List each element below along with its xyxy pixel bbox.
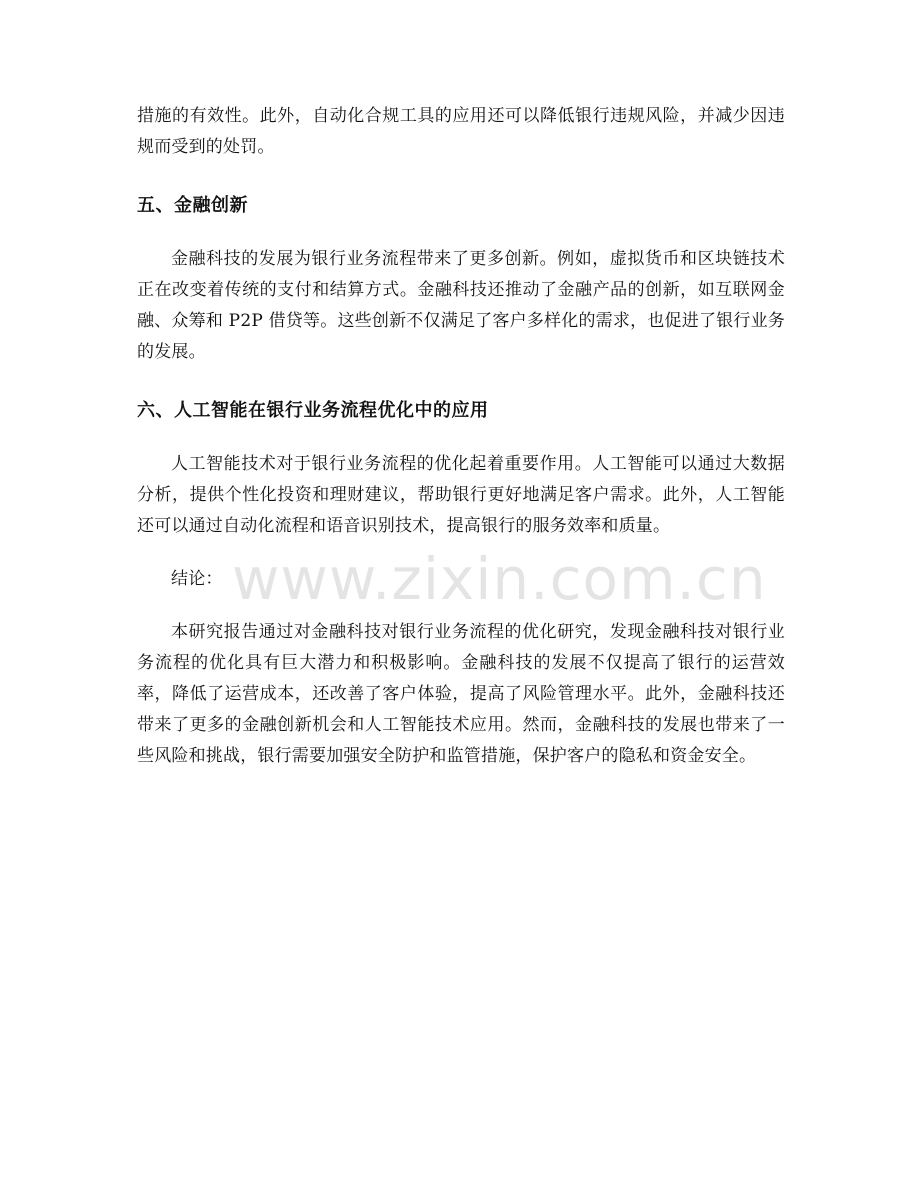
section-heading-ai-application: 六、人工智能在银行业务流程优化中的应用	[137, 400, 489, 421]
watermark-text: www.zixin.com.cn	[232, 545, 767, 613]
section-heading-financial-innovation: 五、金融创新	[137, 195, 248, 216]
conclusion-label: 结论：	[171, 569, 223, 589]
intro-paragraph: 措施的有效性。此外，自动化合规工具的应用还可以降低银行违规风险，并减少因违规而受到的处罚。	[137, 106, 785, 157]
document-body	[137, 101, 785, 772]
financial-innovation-paragraph: 金融科技的发展为银行业务流程带来了更多创新。例如，虚拟货币和区块链技术正在改变着传统的支付和结算方式。金融科技还推动了金融产品的创新，如互联网金融、众筹和 P2P 借贷等。这些创新不仅满足了客户多样化的需求，也促进了银行业务的发展。	[137, 249, 785, 362]
ai-application-paragraph: 人工智能技术对于银行业务流程的优化起着重要作用。人工智能可以通过大数据分析，提供个性化投资和理财建议，帮助银行更好地满足客户需求。此外，人工智能还可以通过自动化流程和语音识别技术，提高银行的服务效率和质量。	[137, 454, 785, 536]
conclusion-paragraph: 本研究报告通过对金融科技对银行业务流程的优化研究，发现金融科技对银行业务流程的优化具有巨大潜力和积极影响。金融科技的发展不仅提高了银行的运营效率，降低了运营成本，还改善了客户体验，提高了风险管理水平。此外，金融科技还带来了更多的金融创新机会和人工智能技术应用。然而，金融科技的发展也带来了一些风险和挑战，银行需要加强安全防护和监管措施，保护客户的隐私和资金安全。	[137, 622, 785, 766]
